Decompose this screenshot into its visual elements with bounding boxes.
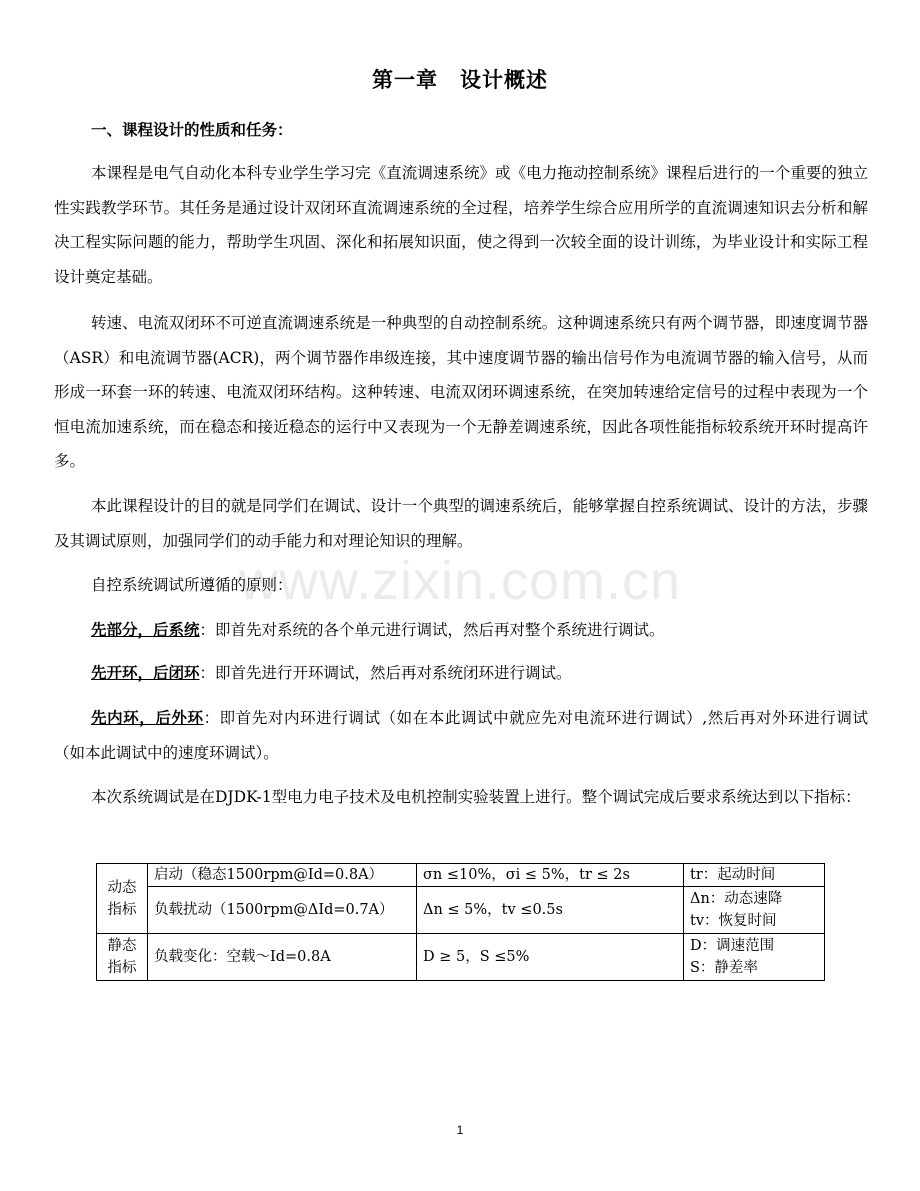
principle-3 (54, 701, 868, 770)
principle-term: 先内环，后外环 (91, 709, 204, 727)
performance-table (96, 863, 825, 981)
chapter-title: 第一章 设计概述 (372, 68, 548, 92)
principle-text: ：即首先对内环进行调试（如在本此调试中就应先对电流环进行调试）,然后再对外环进行调试（如本此调试中的速度环调试）。 (54, 709, 868, 762)
principle-term: 先开环，后闭环 (91, 664, 200, 682)
table-cell: tr：起动时间 (684, 864, 825, 887)
table-cell-line: D：调速范围 (690, 938, 775, 954)
table-row (97, 934, 825, 981)
principle-term: 先部分，后系统 (91, 621, 200, 639)
table-row (97, 864, 825, 887)
table-cell (684, 887, 825, 934)
paragraph-3: 本此课程设计的目的就是同学们在调试、设计一个典型的调速系统后，能够掌握自控系统调试、设计的方法，步骤及其调试原则，加强同学们的动手能力和对理论知识的理解。 (54, 497, 868, 550)
principle-2 (91, 661, 572, 683)
table-row (97, 887, 825, 934)
principle-1 (91, 618, 665, 640)
watermark: www.zixin.com.cn (238, 551, 682, 611)
dynamic-category: 动态指标 (97, 864, 148, 934)
test-intro: 本次系统调试是在DJDK-1型电力电子技术及电机控制实验装置上进行。整个调试完成后要求系统达到以下指标： (91, 788, 861, 806)
table-cell: Δn ≤ 5%，tv ≤0.5s (417, 887, 684, 934)
principle-text: ：即首先进行开环调试，然后再对系统闭环进行调试。 (199, 664, 572, 682)
principles-intro: 自控系统调试所遵循的原则： (91, 576, 293, 594)
paragraph-1: 本课程是电气自动化本科专业学生学习完《直流调速系统》或《电力拖动控制系统》课程后进行的一个重要的独立性实践教学环节。其任务是通过设计双闭环直流调速系统的全过程，培养学生综合应用所学的直流调速知识去分析和解决工程实际问题的能力，帮助学生巩固、深化和拓展知识面，使之得到一次较全面的设计训练，为毕业设计和实际工程设计奠定基础。 (54, 164, 868, 286)
table-cell: σn ≤10%，σi ≤ 5%，tr ≤ 2s (417, 864, 684, 887)
page-number: 1 (456, 1123, 464, 1137)
table-cell-line: S：静差率 (690, 960, 758, 976)
section-heading: 一、课程设计的性质和任务： (91, 121, 293, 139)
table-cell: 启动（稳态1500rpm@Id=0.8A） (148, 864, 417, 887)
table-cell-line: Δn：动态速降 (690, 891, 783, 907)
table-cell: 负载变化：空载～Id=0.8A (148, 934, 417, 981)
table-cell: D ≥ 5，S ≤5% (417, 934, 684, 981)
table-cell: 负载扰动（1500rpm@ΔId=0.7A） (148, 887, 417, 934)
static-category: 静态指标 (97, 934, 148, 981)
principle-text: ：即首先对系统的各个单元进行调试，然后再对整个系统进行调试。 (199, 621, 665, 639)
table-cell-line: tv：恢复时间 (690, 913, 777, 929)
paragraph-2: 转速、电流双闭环不可逆直流调速系统是一种典型的自动控制系统。这种调速系统只有两个调节器，即速度调节器（ASR）和电流调节器(ACR)，两个调节器作串级连接，其中速度调节器的输出信号作为电流调节器的输入信号，从而形成一环套一环的转速、电流双闭环结构。这种转速、电流双闭环调速系统，在突加转速给定信号的过程中表现为一个恒电流加速系统，而在稳态和接近稳态的运行中又表现为一个无静差调速系统，因此各项性能指标较系统开环时提高许多。 (54, 314, 868, 470)
table-cell (684, 934, 825, 981)
